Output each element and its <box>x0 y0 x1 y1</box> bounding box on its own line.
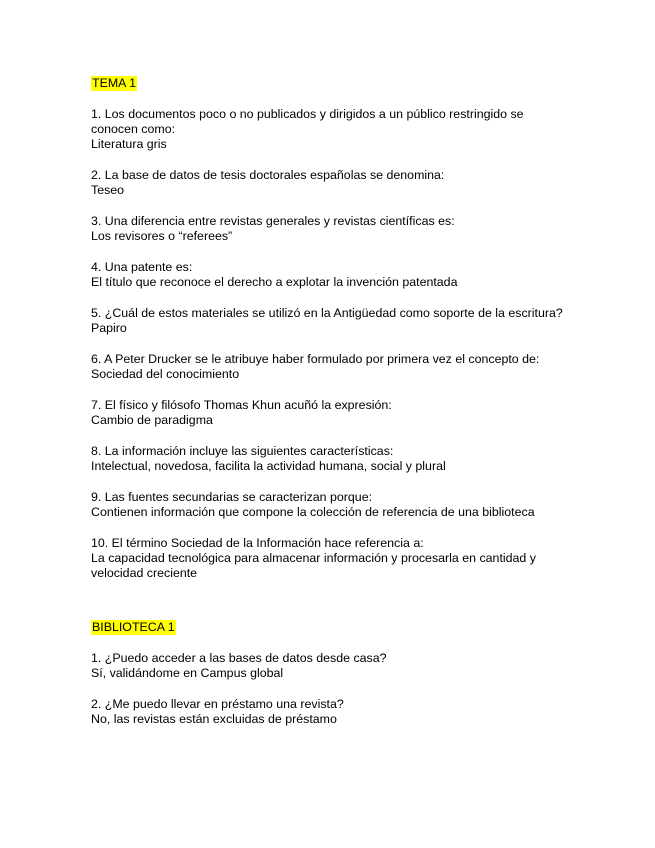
question-text: 4. Una patente es: <box>91 260 193 274</box>
qa-item <box>91 490 571 520</box>
question-text: 8. La información incluye las siguientes características: <box>91 444 394 458</box>
qa-item <box>91 697 571 727</box>
biblioteca-heading: BIBLIOTECA 1 <box>92 620 175 634</box>
question-text: 1. ¿Puedo acceder a las bases de datos desde casa? <box>91 651 387 665</box>
biblioteca-heading-wrap <box>91 620 571 635</box>
qa-item <box>91 107 571 152</box>
qa-item <box>91 536 571 581</box>
question-text: 7. El físico y filósofo Thomas Khun acuñó la expresión: <box>91 398 392 412</box>
answer-text: El título que reconoce el derecho a explotar la invención patentada <box>91 275 458 289</box>
section-tema <box>91 76 571 581</box>
tema-heading: TEMA 1 <box>92 76 137 90</box>
question-text: 3. Una diferencia entre revistas generales y revistas científicas es: <box>91 214 455 228</box>
question-text: 2. ¿Me puedo llevar en préstamo una revista? <box>91 697 344 711</box>
answer-text: Los revisores o “referees” <box>91 229 233 243</box>
qa-item <box>91 214 571 244</box>
answer-text: Cambio de paradigma <box>91 413 213 427</box>
question-text: 6. A Peter Drucker se le atribuye haber formulado por primera vez el concepto de: <box>91 352 540 366</box>
qa-item <box>91 352 571 382</box>
document-page <box>91 76 571 727</box>
answer-text: Intelectual, novedosa, facilita la actividad humana, social y plural <box>91 459 446 473</box>
answer-text: Sociedad del conocimiento <box>91 367 240 381</box>
question-text: 2. La base de datos de tesis doctorales españolas se denomina: <box>91 168 445 182</box>
question-text: 9. Las fuentes secundarias se caracterizan porque: <box>91 490 373 504</box>
qa-item <box>91 651 571 681</box>
qa-item <box>91 306 571 336</box>
tema-heading-wrap <box>91 76 571 91</box>
answer-text: Teseo <box>91 183 125 197</box>
question-text: 5. ¿Cuál de estos materiales se utilizó en la Antigüedad como soporte de la escritura? <box>91 306 563 320</box>
qa-item <box>91 444 571 474</box>
answer-text: No, las revistas están excluidas de préstamo <box>91 712 337 726</box>
section-biblioteca <box>91 620 571 727</box>
answer-text: Contienen información que compone la colección de referencia de una biblioteca <box>91 505 535 519</box>
answer-text: Sí, validándome en Campus global <box>91 666 284 680</box>
qa-item <box>91 168 571 198</box>
qa-item <box>91 260 571 290</box>
answer-text: Papiro <box>91 321 127 335</box>
question-text: 10. El término Sociedad de la Información hace referencia a: <box>91 536 424 550</box>
answer-text: La capacidad tecnológica para almacenar información y procesarla en cantidad y velocidad creciente <box>91 551 536 580</box>
answer-text: Literatura gris <box>91 137 167 151</box>
qa-item <box>91 398 571 428</box>
question-text: 1. Los documentos poco o no publicados y dirigidos a un público restringido se conocen como: <box>91 107 524 136</box>
